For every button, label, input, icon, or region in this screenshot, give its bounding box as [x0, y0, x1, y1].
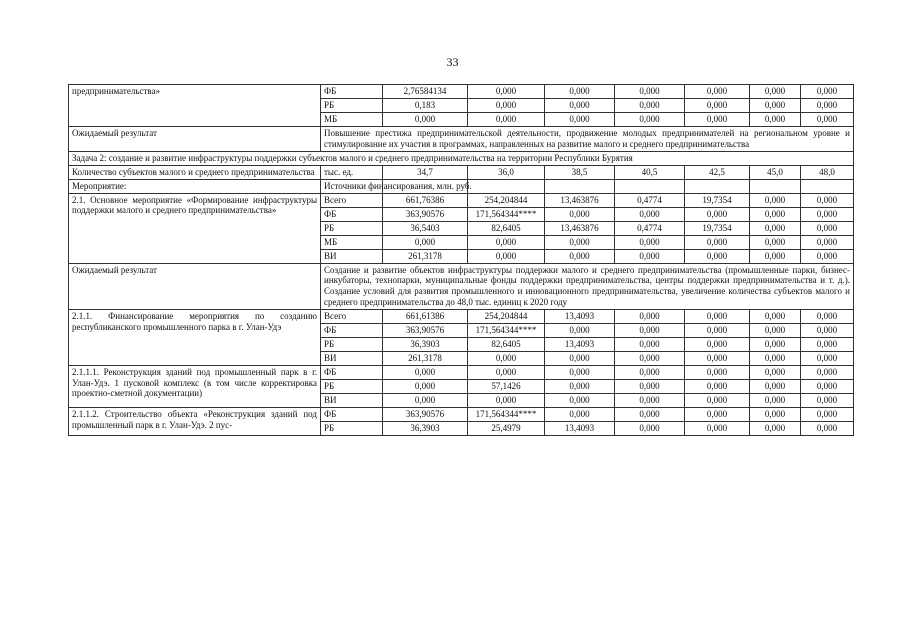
value-cell: 0,000	[801, 249, 854, 263]
expected-result-text: Создание и развитие объектов инфраструктуры поддержки малого и среднего предпринимательства (промышленные парки, бизнес-инкубаторы, технопарки, муниципальные фонды поддержки предпринимательства, центры поддержки предпринимательства и т. д.). Создание условий для развития промышленного и инновационного предпринимательства, увеличение количества субъектов малого и среднего предпринимательства до 48,0 тыс. единиц к 2020 году	[321, 263, 854, 309]
value-cell: 0,000	[545, 85, 615, 99]
value-cell: 0,000	[468, 351, 545, 365]
value-cell: 0,000	[383, 113, 468, 127]
value-cell: 661,76386	[383, 193, 468, 207]
value-cell: 0,000	[750, 99, 801, 113]
value-cell: 0,000	[545, 351, 615, 365]
value-cell: 0,000	[750, 365, 801, 379]
table-row	[69, 365, 854, 379]
value-cell: 36,5403	[383, 221, 468, 235]
value-cell: 363,90576	[383, 323, 468, 337]
row-label: Мероприятие:	[69, 179, 321, 193]
value-cell: 82,6405	[468, 221, 545, 235]
funding-source: РБ	[321, 99, 383, 113]
row-label: Ожидаемый результат	[69, 263, 321, 309]
value-cell: 0,000	[383, 379, 468, 393]
value-cell: 0,000	[615, 309, 685, 323]
value-cell: 0,000	[801, 99, 854, 113]
value-cell: 171,564344****	[468, 207, 545, 221]
value-cell: 0,000	[750, 407, 801, 421]
value-cell: 0,000	[801, 379, 854, 393]
value-cell: 0,000	[801, 421, 854, 435]
value-cell: 0,000	[685, 351, 750, 365]
funding-source: Всего	[321, 193, 383, 207]
value-cell: 13,4093	[545, 309, 615, 323]
value-cell: 661,61386	[383, 309, 468, 323]
value-cell: 0,000	[383, 393, 468, 407]
value-cell: 0,000	[545, 407, 615, 421]
value-cell: 0,4774	[615, 193, 685, 207]
value-cell: 34,7	[383, 165, 468, 179]
value-cell: 0,000	[685, 323, 750, 337]
value-cell: 261,3178	[383, 249, 468, 263]
value-cell: 0,000	[685, 365, 750, 379]
value-cell: 0,000	[468, 113, 545, 127]
value-cell: 0,000	[801, 393, 854, 407]
value-cell: 0,000	[685, 235, 750, 249]
row-label: 2.1.1. Финансирование мероприятия по созданию республиканского промышленного парка в г. Улан-Удэ	[69, 309, 321, 365]
value-cell: 0,000	[801, 351, 854, 365]
value-cell: 45,0	[750, 165, 801, 179]
value-cell: 363,90576	[383, 407, 468, 421]
value-cell: 0,000	[801, 193, 854, 207]
row-label: 2.1.1.2. Строительство объекта «Реконструкция зданий под промышленный парк в г. Улан-Удэ. 2 пус-	[69, 407, 321, 435]
value-cell: 0,000	[545, 365, 615, 379]
row-label: 2.1. Основное мероприятие «Формирование инфраструктуры поддержки малого и среднего предпринимательства»	[69, 193, 321, 263]
funding-source: ВИ	[321, 351, 383, 365]
table-row	[69, 85, 854, 99]
value-cell: 0,000	[685, 309, 750, 323]
value-cell: 0,000	[801, 337, 854, 351]
table-row	[69, 179, 854, 193]
value-cell: 0,000	[750, 323, 801, 337]
funding-source: ФБ	[321, 207, 383, 221]
funding-source: Всего	[321, 309, 383, 323]
value-cell: 0,000	[801, 235, 854, 249]
page-number: 33	[446, 55, 459, 69]
table-body	[69, 85, 854, 436]
row-label: 2.1.1.1. Реконструкция зданий под промышленный парк в г. Улан-Удэ. 1 пусковой комплекс (в том числе корректировка проектно-сметной документации)	[69, 365, 321, 407]
value-cell	[801, 179, 854, 193]
row-label: Ожидаемый результат	[69, 127, 321, 152]
value-cell: 0,000	[801, 85, 854, 99]
value-cell: 0,000	[468, 249, 545, 263]
value-cell: 0,000	[615, 407, 685, 421]
value-cell: 0,000	[685, 421, 750, 435]
funding-source: РБ	[321, 379, 383, 393]
funding-source: Источники финансирования, млн. руб.	[321, 179, 383, 193]
expected-result-row	[69, 263, 854, 309]
value-cell: 363,90576	[383, 207, 468, 221]
value-cell: 0,000	[750, 249, 801, 263]
value-cell: 13,463876	[545, 221, 615, 235]
value-cell: 0,000	[750, 113, 801, 127]
funding-source: РБ	[321, 337, 383, 351]
value-cell: 0,000	[615, 207, 685, 221]
value-cell: 13,463876	[545, 193, 615, 207]
value-cell: 0,000	[750, 309, 801, 323]
value-cell	[468, 179, 545, 193]
table-row	[69, 309, 854, 323]
value-cell: 0,000	[545, 379, 615, 393]
value-cell: 171,564344****	[468, 323, 545, 337]
value-cell: 13,4093	[545, 421, 615, 435]
value-cell: 0,000	[750, 193, 801, 207]
row-label: Количество субъектов малого и среднего предпринимательства	[69, 165, 321, 179]
value-cell: 0,000	[615, 99, 685, 113]
program-table	[68, 84, 854, 436]
value-cell: 0,000	[383, 365, 468, 379]
funding-source: МБ	[321, 235, 383, 249]
value-cell: 0,000	[545, 207, 615, 221]
value-cell: 0,000	[615, 85, 685, 99]
expected-result-row	[69, 127, 854, 152]
value-cell: 0,000	[468, 85, 545, 99]
value-cell: 0,000	[801, 407, 854, 421]
value-cell: 36,0	[468, 165, 545, 179]
value-cell: 40,5	[615, 165, 685, 179]
value-cell: 0,000	[615, 337, 685, 351]
value-cell: 0,000	[383, 235, 468, 249]
value-cell: 0,000	[750, 337, 801, 351]
funding-source: МБ	[321, 113, 383, 127]
value-cell: 0,000	[750, 207, 801, 221]
value-cell: 0,000	[615, 421, 685, 435]
value-cell: 0,000	[545, 249, 615, 263]
value-cell: 19,7354	[685, 221, 750, 235]
value-cell: 0,000	[750, 221, 801, 235]
value-cell: 36,3903	[383, 421, 468, 435]
value-cell: 0,000	[750, 85, 801, 99]
funding-source: ФБ	[321, 85, 383, 99]
value-cell: 0,000	[685, 85, 750, 99]
funding-source: ФБ	[321, 323, 383, 337]
value-cell: 0,000	[685, 407, 750, 421]
value-cell: 57,1426	[468, 379, 545, 393]
value-cell: 0,000	[545, 113, 615, 127]
funding-source: ВИ	[321, 393, 383, 407]
value-cell	[615, 179, 685, 193]
value-cell: 0,000	[545, 323, 615, 337]
value-cell: 0,000	[545, 99, 615, 113]
value-cell: 0,000	[685, 393, 750, 407]
value-cell: 0,000	[545, 393, 615, 407]
value-cell: 0,000	[468, 365, 545, 379]
value-cell: 0,000	[685, 113, 750, 127]
value-cell: 0,000	[801, 323, 854, 337]
value-cell: 0,000	[615, 323, 685, 337]
value-cell: 0,000	[615, 235, 685, 249]
value-cell: 0,000	[615, 379, 685, 393]
funding-source: РБ	[321, 421, 383, 435]
value-cell: 25,4979	[468, 421, 545, 435]
value-cell: 48,0	[801, 165, 854, 179]
value-cell: 0,000	[468, 99, 545, 113]
value-cell	[750, 179, 801, 193]
task-row	[69, 151, 854, 165]
value-cell: 0,000	[750, 379, 801, 393]
value-cell: 0,000	[545, 235, 615, 249]
value-cell: 0,000	[685, 379, 750, 393]
value-cell: 254,204844	[468, 309, 545, 323]
value-cell: 0,183	[383, 99, 468, 113]
value-cell: 0,000	[685, 249, 750, 263]
value-cell: 38,5	[545, 165, 615, 179]
value-cell: 82,6405	[468, 337, 545, 351]
value-cell: 0,000	[801, 207, 854, 221]
value-cell: 36,3903	[383, 337, 468, 351]
value-cell: 0,000	[685, 99, 750, 113]
value-cell: 0,000	[615, 113, 685, 127]
funding-source: РБ	[321, 221, 383, 235]
value-cell: 0,000	[615, 393, 685, 407]
value-cell: 0,000	[685, 337, 750, 351]
funding-source: ВИ	[321, 249, 383, 263]
value-cell: 0,000	[750, 235, 801, 249]
value-cell: 2,76584134	[383, 85, 468, 99]
funding-source: ФБ	[321, 365, 383, 379]
value-cell: 254,204844	[468, 193, 545, 207]
value-cell: 0,000	[750, 421, 801, 435]
funding-source: тыс. ед.	[321, 165, 383, 179]
value-cell: 0,000	[801, 365, 854, 379]
value-cell: 0,000	[615, 351, 685, 365]
table-row	[69, 165, 854, 179]
value-cell: 261,3178	[383, 351, 468, 365]
value-cell: 13,4093	[545, 337, 615, 351]
value-cell: 0,000	[750, 393, 801, 407]
value-cell: 0,000	[750, 351, 801, 365]
value-cell: 42,5	[685, 165, 750, 179]
value-cell	[685, 179, 750, 193]
value-cell: 0,000	[468, 393, 545, 407]
value-cell: 0,000	[468, 235, 545, 249]
value-cell: 19,7354	[685, 193, 750, 207]
value-cell	[545, 179, 615, 193]
task-heading: Задача 2: создание и развитие инфраструктуры поддержки субъектов малого и среднего предпринимательства на территории Республики Бурятия	[69, 151, 854, 165]
value-cell: 0,000	[615, 365, 685, 379]
value-cell: 0,4774	[615, 221, 685, 235]
value-cell: 0,000	[801, 221, 854, 235]
value-cell: 171,564344****	[468, 407, 545, 421]
value-cell: 0,000	[615, 249, 685, 263]
value-cell: 0,000	[685, 207, 750, 221]
value-cell: 0,000	[801, 113, 854, 127]
funding-source: ФБ	[321, 407, 383, 421]
row-label: предпринимательства»	[69, 85, 321, 127]
table-row	[69, 407, 854, 421]
table-row	[69, 193, 854, 207]
value-cell: 0,000	[801, 309, 854, 323]
expected-result-text: Повышение престижа предпринимательской деятельности, продвижение молодых предпринимателей на региональном уровне и стимулирование их участия в программах, направленных на развитие малого и среднего предпринимательства	[321, 127, 854, 152]
